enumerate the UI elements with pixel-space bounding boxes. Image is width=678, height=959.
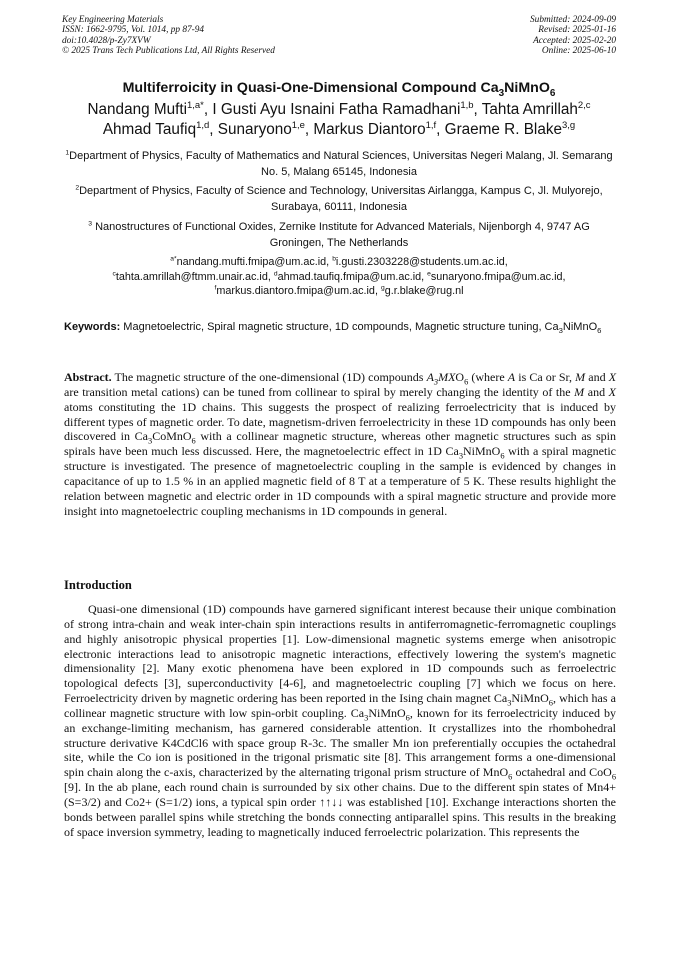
author-name: Markus Diantoro (313, 121, 426, 138)
abstract-section: Abstract. The magnetic structure of the one-dimensional (1D) compounds $A_3MXO_6$ (where A is Ca or Sr, M and X are transition metal cations) can be tuned from collinear to spiral by merely changing the identity of the M and X atoms constituting the 1D chains. This suggests the prospect of realizing ferroelectricity that is induced by different types of magnetic order. To date, magnetism-driven ferroelectricity in these 1D compounds has only been discovered in $Ca_3CoMnO_6$ with a collinear magnetic structure, whereas other magnetic structures such as spin spirals have been much less discussed. Here, the magnetoelectric effect in 1D $Ca_3NiMnO_6$ with a spiral magnetic structure is investigated. The presence of magnetoelectric coupling in the sample is evidenced by changes in capacitance of up to 1.5 % in an applied magnetic field of 8 T at a temperature of 5 K. These results highlight the relation between magnetic and electric order in 1D compounds with a spiral magnetic structure and provide more insight into magnetoelectric coupling mechanisms in 1D compounds in general. (64, 370, 617, 518)
author-name: Tahta Amrillah (481, 101, 578, 118)
journal-doi: doi:10.4028/p-Zy7XVW (62, 35, 151, 46)
email-link[interactable]: tahta.amrillah@ftmm.unair.ac.id, (115, 270, 274, 283)
affiliation-3: $^3$ Nanostructures of Functional Oxides, Zernike Institute for Advanced Materials, Nijenborgh 4, 9747 AG Groningen, The Netherlands (88, 220, 590, 249)
keywords-label: Keywords: (64, 321, 121, 333)
affiliation-1: $^1$Department of Physics, Faculty of Mathematics and Natural Sciences, Universitas Negeri Malang, Jl. Semarang No. 5, Malang 65145, Indonesia (65, 149, 613, 178)
accepted-date: Accepted: 2025-02-20 (533, 35, 616, 46)
email-link[interactable]: ahmad.taufiq.fmipa@um.ac.id, (277, 270, 428, 283)
author-name: Sunaryono (217, 121, 292, 138)
journal-issn: ISSN: 1662-9795, Vol. 1014, pp 87-94 (62, 25, 205, 36)
email-link[interactable]: i.gusti.2303228@students.um.ac.id, (335, 256, 508, 268)
submitted-date: Submitted: 2024-09-09 (530, 15, 616, 25)
author-name: Graeme R. Blake (444, 121, 562, 138)
keywords-section: Keywords: Magnetoelectric, Spiral magnetic structure, 1D compounds, Magnetic structure tuning, $Ca_3NiMnO_6$ (64, 321, 602, 336)
email-link[interactable]: nandang.mufti.fmipa@um.ac.id, (176, 256, 333, 268)
journal-copyright: © 2025 Trans Tech Publications Ltd, All Rights Reserved (62, 45, 275, 56)
author-name: I Gusti Ayu Isnaini Fatha Ramadhani (212, 101, 461, 118)
paper-title: Multiferroicity in Quasi-One-Dimensional Compound $Ca_3NiMnO_6$ (122, 80, 556, 99)
author-list: Nandang Mufti$^{1,a*}$, I Gusti Ayu Isnaini Fatha Ramadhani$^{1,b}$, Tahta Amrillah$^{2,c}$ Ahmad Taufiq$^{1,d}$, Sunaryono$^{1,e}$, Markus Diantoro$^{1,f}$, Graeme R. Blake$^{3,g}$ (87, 99, 591, 138)
email-link[interactable]: g.r.blake@rug.nl (384, 285, 464, 297)
affiliation-2: $^2$Department of Physics, Faculty of Science and Technology, Universitas Airlangga, Kampus C, Jl. Mulyorejo, Surabaya, 60111, Indonesia (75, 184, 603, 213)
journal-name: Key Engineering Materials (62, 15, 164, 25)
online-date: Online: 2025-06-10 (541, 45, 616, 56)
abstract-label: Abstract. (64, 370, 112, 384)
revised-date: Revised: 2025-01-16 (538, 25, 616, 36)
introduction-paragraph: Quasi-one dimensional (1D) compounds have garnered significant interest because their unique combination of strong intra-chain and weak inter-chain spin interactions results in antiferromagnetic-ferromagnetic couplings and highly anisotropic physical properties [1]. Low-dimensional magnetic systems emerge when anisotropic electronic interactions lead to anisotropic magnetic interactions, effectively lowering the system's magnetic dimensionality [2]. Many exotic phenomena have been explored in 1D compounds such as ferroelectric topological defects [3], superconductivity [4-6], and magnetoelectric coupling [7] which we focus on here. Ferroelectricity driven by magnetic ordering has been reported in the Ising chain magnet $Ca_3NiMnO_6$, which has a collinear magnetic structure with low spin-orbit coupling. $Ca_3NiMnO_6$, known for its ferroelectricity induced by an exchange-limiting mechanism, has garnered considerable attention. It crystallizes into the rhombohedral structure derivative K4CdCl6 with space group R-3c. The smaller Mn ion preferentially occupies the octahedral site, while the Co ion is positioned in the trigonal prismatic site [8]. This arrangement forms a one-dimensional spin chain along the c-axis, characterized by the alternating trigonal prism structure of MnO$_6$ octahedral and CoO$_6$ [9]. In the ab plane, each round chain is surrounded by six other chains. Due to the different spin states of Mn4+ (S=3/2) and Co2+ (S=1/2) ions, a typical spin order ↑↑↓↓ was established [10]. Exchange interactions shorten the bonds between parallel spins while stretching the bonds connecting antiparallel spins. This results in the breaking of space inversion symmetry, leading to magnetically induced ferroelectric polarization. This represents the (64, 602, 616, 839)
email-link[interactable]: sunaryono.fmipa@um.ac.id, (430, 270, 566, 283)
email-link[interactable]: markus.diantoro.fmipa@um.ac.id, (216, 285, 381, 297)
author-name: Nandang Mufti (87, 101, 187, 118)
dates-header (530, 15, 616, 56)
author-emails: $^{a*}$nandang.mufti.fmipa@um.ac.id, $^b$i.gusti.2303228@students.um.ac.id, $^c$tahta.amrillah@ftmm.unair.ac.id, $^d$ahmad.taufiq.fmipa@um.ac.id, $^e$sunaryono.fmipa@um.ac.id, $^f$markus.diantoro.fmipa@um.ac.id, $^g$g.r.blake@rug.nl (112, 255, 566, 297)
author-name: Ahmad Taufiq (102, 121, 197, 138)
introduction-heading: Introduction (64, 578, 132, 592)
journal-header (62, 15, 275, 56)
